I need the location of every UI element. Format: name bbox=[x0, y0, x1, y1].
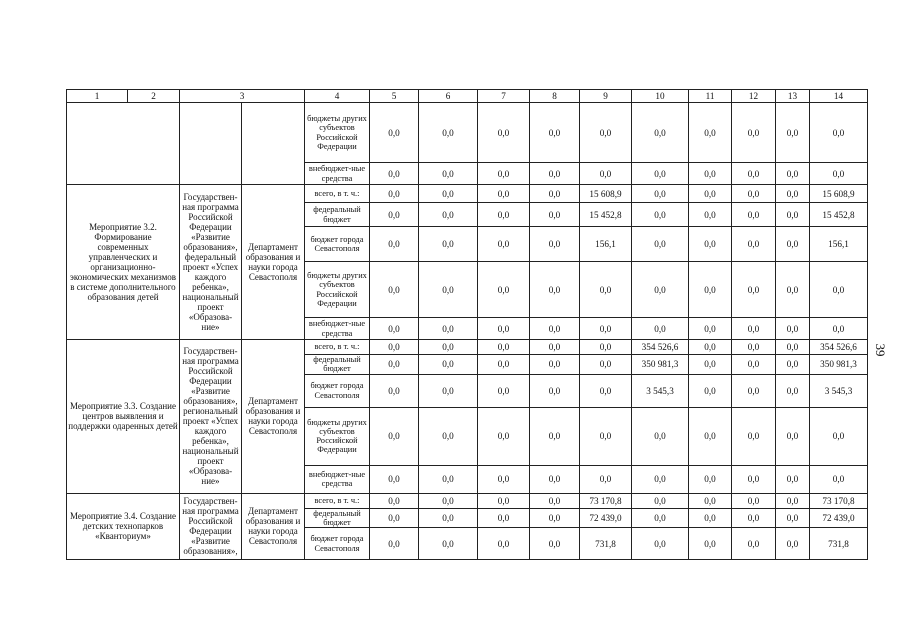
value-cell: 0,0 bbox=[689, 508, 732, 528]
header-col-11: 11 bbox=[689, 90, 732, 103]
value-cell: 0,0 bbox=[732, 508, 776, 528]
value-cell: 0,0 bbox=[689, 318, 732, 340]
value-cell: 0,0 bbox=[732, 203, 776, 227]
value-cell: 0,0 bbox=[530, 262, 580, 318]
value-cell: 0,0 bbox=[478, 185, 530, 203]
value-cell: 0,0 bbox=[732, 318, 776, 340]
empty-cell bbox=[180, 103, 242, 185]
funding-source: внебюджет-ные средства bbox=[305, 465, 370, 493]
executor-cell: Департамент образования и науки города Севастополя bbox=[242, 185, 305, 340]
value-cell: 0,0 bbox=[419, 508, 478, 528]
value-cell: 0,0 bbox=[689, 465, 732, 493]
value-cell: 0,0 bbox=[689, 407, 732, 465]
value-cell: 0,0 bbox=[478, 528, 530, 560]
value-cell: 0,0 bbox=[732, 185, 776, 203]
value-cell: 0,0 bbox=[419, 185, 478, 203]
value-cell: 0,0 bbox=[370, 508, 419, 528]
funding-source: всего, в т. ч.: bbox=[305, 185, 370, 203]
value-cell: 350 981,3 bbox=[632, 355, 689, 375]
value-cell: 0,0 bbox=[478, 203, 530, 227]
page-number: 39 bbox=[873, 343, 888, 357]
value-cell: 0,0 bbox=[732, 407, 776, 465]
value-cell: 3 545,3 bbox=[810, 374, 868, 407]
header-col-13: 13 bbox=[776, 90, 810, 103]
value-cell: 731,8 bbox=[810, 528, 868, 560]
value-cell: 0,0 bbox=[530, 318, 580, 340]
value-cell: 0,0 bbox=[776, 227, 810, 262]
value-cell: 15 452,8 bbox=[580, 203, 632, 227]
value-cell: 0,0 bbox=[530, 528, 580, 560]
financing-table bbox=[66, 89, 868, 560]
value-cell: 0,0 bbox=[419, 374, 478, 407]
funding-source: бюджеты других субъектов Российской Федерации bbox=[305, 262, 370, 318]
table-row bbox=[67, 185, 868, 203]
measure-name: Мероприятие 3.2. Формирование современных управленческих и организационно-экономических механизмов в системе дополнительного образования детей bbox=[67, 185, 180, 340]
value-cell: 0,0 bbox=[370, 374, 419, 407]
value-cell: 0,0 bbox=[776, 163, 810, 185]
value-cell: 0,0 bbox=[370, 103, 419, 163]
value-cell: 0,0 bbox=[478, 227, 530, 262]
value-cell: 0,0 bbox=[478, 163, 530, 185]
value-cell: 0,0 bbox=[530, 163, 580, 185]
value-cell: 0,0 bbox=[580, 103, 632, 163]
value-cell: 0,0 bbox=[732, 493, 776, 508]
header-col-6: 6 bbox=[419, 90, 478, 103]
header-col-7: 7 bbox=[478, 90, 530, 103]
value-cell: 0,0 bbox=[580, 407, 632, 465]
value-cell: 156,1 bbox=[810, 227, 868, 262]
empty-cell bbox=[67, 103, 180, 185]
funding-source: федеральный бюджет bbox=[305, 203, 370, 227]
value-cell: 0,0 bbox=[732, 227, 776, 262]
table-row bbox=[67, 493, 868, 508]
program-cell: Государствен-ная программа Российской Федерации «Развитие образования», федеральный проект «Успех каждого ребенка», национальный проект «Образова-ние» bbox=[180, 185, 242, 340]
value-cell: 0,0 bbox=[632, 508, 689, 528]
value-cell: 0,0 bbox=[370, 318, 419, 340]
funding-source: внебюджет-ные средства bbox=[305, 163, 370, 185]
value-cell: 0,0 bbox=[776, 465, 810, 493]
value-cell: 72 439,0 bbox=[810, 508, 868, 528]
value-cell: 0,0 bbox=[580, 262, 632, 318]
value-cell: 73 170,8 bbox=[810, 493, 868, 508]
value-cell: 0,0 bbox=[370, 528, 419, 560]
value-cell: 0,0 bbox=[478, 262, 530, 318]
value-cell: 0,0 bbox=[478, 340, 530, 355]
value-cell: 0,0 bbox=[478, 407, 530, 465]
value-cell: 0,0 bbox=[632, 203, 689, 227]
funding-source: бюджеты других субъектов Российской Федерации bbox=[305, 407, 370, 465]
funding-source: всего, в т. ч.: bbox=[305, 493, 370, 508]
value-cell: 0,0 bbox=[419, 407, 478, 465]
value-cell: 0,0 bbox=[689, 262, 732, 318]
header-col-10: 10 bbox=[632, 90, 689, 103]
value-cell: 0,0 bbox=[478, 318, 530, 340]
value-cell: 0,0 bbox=[478, 508, 530, 528]
value-cell: 0,0 bbox=[632, 163, 689, 185]
measure-name: Мероприятие 3.3. Создание центров выявления и поддержки одаренных детей bbox=[67, 340, 180, 494]
value-cell: 0,0 bbox=[732, 465, 776, 493]
value-cell: 73 170,8 bbox=[580, 493, 632, 508]
value-cell: 0,0 bbox=[810, 163, 868, 185]
value-cell: 0,0 bbox=[632, 318, 689, 340]
value-cell: 0,0 bbox=[580, 355, 632, 375]
value-cell: 354 526,6 bbox=[810, 340, 868, 355]
value-cell: 0,0 bbox=[478, 103, 530, 163]
measure-name: Мероприятие 3.4. Создание детских технопарков «Кванториум» bbox=[67, 493, 180, 560]
value-cell: 731,8 bbox=[580, 528, 632, 560]
value-cell: 0,0 bbox=[689, 227, 732, 262]
header-row bbox=[67, 90, 868, 103]
value-cell: 0,0 bbox=[732, 340, 776, 355]
value-cell: 0,0 bbox=[370, 163, 419, 185]
value-cell: 0,0 bbox=[530, 203, 580, 227]
value-cell: 0,0 bbox=[776, 374, 810, 407]
value-cell: 0,0 bbox=[689, 163, 732, 185]
header-col-14: 14 bbox=[810, 90, 868, 103]
value-cell: 0,0 bbox=[370, 203, 419, 227]
header-col-5: 5 bbox=[370, 90, 419, 103]
program-cell: Государствен-ная программа Российской Федерации «Развитие образования», региональный проект «Успех каждого ребенка», национальный проект «Образова-ние» bbox=[180, 340, 242, 494]
value-cell: 0,0 bbox=[776, 508, 810, 528]
value-cell: 0,0 bbox=[580, 340, 632, 355]
value-cell: 0,0 bbox=[810, 465, 868, 493]
value-cell: 0,0 bbox=[732, 262, 776, 318]
value-cell: 0,0 bbox=[419, 262, 478, 318]
value-cell: 15 608,9 bbox=[580, 185, 632, 203]
value-cell: 0,0 bbox=[810, 262, 868, 318]
empty-cell bbox=[242, 103, 305, 185]
value-cell: 0,0 bbox=[689, 493, 732, 508]
value-cell: 0,0 bbox=[732, 374, 776, 407]
funding-source: федеральный бюджет bbox=[305, 355, 370, 375]
value-cell: 3 545,3 bbox=[632, 374, 689, 407]
value-cell: 0,0 bbox=[689, 355, 732, 375]
header-col-9: 9 bbox=[580, 90, 632, 103]
value-cell: 0,0 bbox=[419, 103, 478, 163]
value-cell: 0,0 bbox=[419, 355, 478, 375]
value-cell: 0,0 bbox=[478, 355, 530, 375]
value-cell: 0,0 bbox=[776, 318, 810, 340]
value-cell: 0,0 bbox=[419, 465, 478, 493]
table-row bbox=[67, 103, 868, 163]
value-cell: 0,0 bbox=[419, 163, 478, 185]
value-cell: 0,0 bbox=[732, 103, 776, 163]
funding-source: всего, в т. ч.: bbox=[305, 340, 370, 355]
value-cell: 0,0 bbox=[370, 185, 419, 203]
value-cell: 0,0 bbox=[632, 185, 689, 203]
funding-source: бюджеты других субъектов Российской Федерации bbox=[305, 103, 370, 163]
value-cell: 0,0 bbox=[776, 528, 810, 560]
value-cell: 0,0 bbox=[689, 203, 732, 227]
value-cell: 0,0 bbox=[732, 163, 776, 185]
value-cell: 0,0 bbox=[689, 340, 732, 355]
value-cell: 0,0 bbox=[478, 374, 530, 407]
value-cell: 0,0 bbox=[419, 340, 478, 355]
table-row bbox=[67, 340, 868, 355]
header-col-2: 2 bbox=[128, 90, 180, 103]
executor-cell: Департамент образования и науки города Севастополя bbox=[242, 340, 305, 494]
value-cell: 0,0 bbox=[370, 262, 419, 318]
value-cell: 0,0 bbox=[370, 407, 419, 465]
value-cell: 0,0 bbox=[810, 318, 868, 340]
value-cell: 0,0 bbox=[732, 355, 776, 375]
value-cell: 0,0 bbox=[632, 103, 689, 163]
value-cell: 0,0 bbox=[776, 185, 810, 203]
value-cell: 0,0 bbox=[478, 465, 530, 493]
value-cell: 15 608,9 bbox=[810, 185, 868, 203]
value-cell: 0,0 bbox=[530, 374, 580, 407]
value-cell: 0,0 bbox=[370, 227, 419, 262]
header-col-4: 4 bbox=[305, 90, 370, 103]
value-cell: 0,0 bbox=[370, 340, 419, 355]
value-cell: 72 439,0 bbox=[580, 508, 632, 528]
value-cell: 0,0 bbox=[776, 355, 810, 375]
value-cell: 0,0 bbox=[689, 103, 732, 163]
value-cell: 0,0 bbox=[632, 407, 689, 465]
value-cell: 0,0 bbox=[530, 103, 580, 163]
value-cell: 0,0 bbox=[580, 163, 632, 185]
value-cell: 0,0 bbox=[478, 493, 530, 508]
header-col-3: 3 bbox=[180, 90, 305, 103]
value-cell: 0,0 bbox=[776, 493, 810, 508]
value-cell: 0,0 bbox=[732, 528, 776, 560]
value-cell: 0,0 bbox=[419, 493, 478, 508]
funding-source: федеральный бюджет bbox=[305, 508, 370, 528]
value-cell: 0,0 bbox=[530, 185, 580, 203]
value-cell: 0,0 bbox=[530, 340, 580, 355]
program-cell: Государствен-ная программа Российской Федерации «Развитие образования», bbox=[180, 493, 242, 560]
value-cell: 0,0 bbox=[530, 407, 580, 465]
value-cell: 0,0 bbox=[419, 528, 478, 560]
value-cell: 156,1 bbox=[580, 227, 632, 262]
value-cell: 350 981,3 bbox=[810, 355, 868, 375]
value-cell: 0,0 bbox=[632, 227, 689, 262]
value-cell: 0,0 bbox=[370, 493, 419, 508]
value-cell: 0,0 bbox=[776, 340, 810, 355]
value-cell: 0,0 bbox=[632, 262, 689, 318]
value-cell: 0,0 bbox=[370, 465, 419, 493]
executor-cell: Департамент образования и науки города Севастополя bbox=[242, 493, 305, 560]
value-cell: 0,0 bbox=[530, 355, 580, 375]
value-cell: 15 452,8 bbox=[810, 203, 868, 227]
value-cell: 0,0 bbox=[580, 374, 632, 407]
value-cell: 0,0 bbox=[370, 355, 419, 375]
value-cell: 0,0 bbox=[530, 493, 580, 508]
value-cell: 0,0 bbox=[632, 528, 689, 560]
value-cell: 354 526,6 bbox=[632, 340, 689, 355]
value-cell: 0,0 bbox=[530, 508, 580, 528]
value-cell: 0,0 bbox=[419, 203, 478, 227]
value-cell: 0,0 bbox=[810, 103, 868, 163]
value-cell: 0,0 bbox=[632, 493, 689, 508]
value-cell: 0,0 bbox=[776, 262, 810, 318]
value-cell: 0,0 bbox=[776, 203, 810, 227]
value-cell: 0,0 bbox=[419, 318, 478, 340]
value-cell: 0,0 bbox=[580, 465, 632, 493]
value-cell: 0,0 bbox=[689, 185, 732, 203]
value-cell: 0,0 bbox=[776, 103, 810, 163]
value-cell: 0,0 bbox=[632, 465, 689, 493]
funding-source: внебюджет-ные средства bbox=[305, 318, 370, 340]
value-cell: 0,0 bbox=[530, 465, 580, 493]
value-cell: 0,0 bbox=[810, 407, 868, 465]
header-col-1: 1 bbox=[67, 90, 128, 103]
value-cell: 0,0 bbox=[776, 407, 810, 465]
funding-source: бюджет города Севастополя bbox=[305, 528, 370, 560]
funding-source: бюджет города Севастополя bbox=[305, 227, 370, 262]
value-cell: 0,0 bbox=[419, 227, 478, 262]
header-col-8: 8 bbox=[530, 90, 580, 103]
funding-source: бюджет города Севастополя bbox=[305, 374, 370, 407]
value-cell: 0,0 bbox=[689, 528, 732, 560]
value-cell: 0,0 bbox=[580, 318, 632, 340]
value-cell: 0,0 bbox=[530, 227, 580, 262]
header-col-12: 12 bbox=[732, 90, 776, 103]
value-cell: 0,0 bbox=[689, 374, 732, 407]
